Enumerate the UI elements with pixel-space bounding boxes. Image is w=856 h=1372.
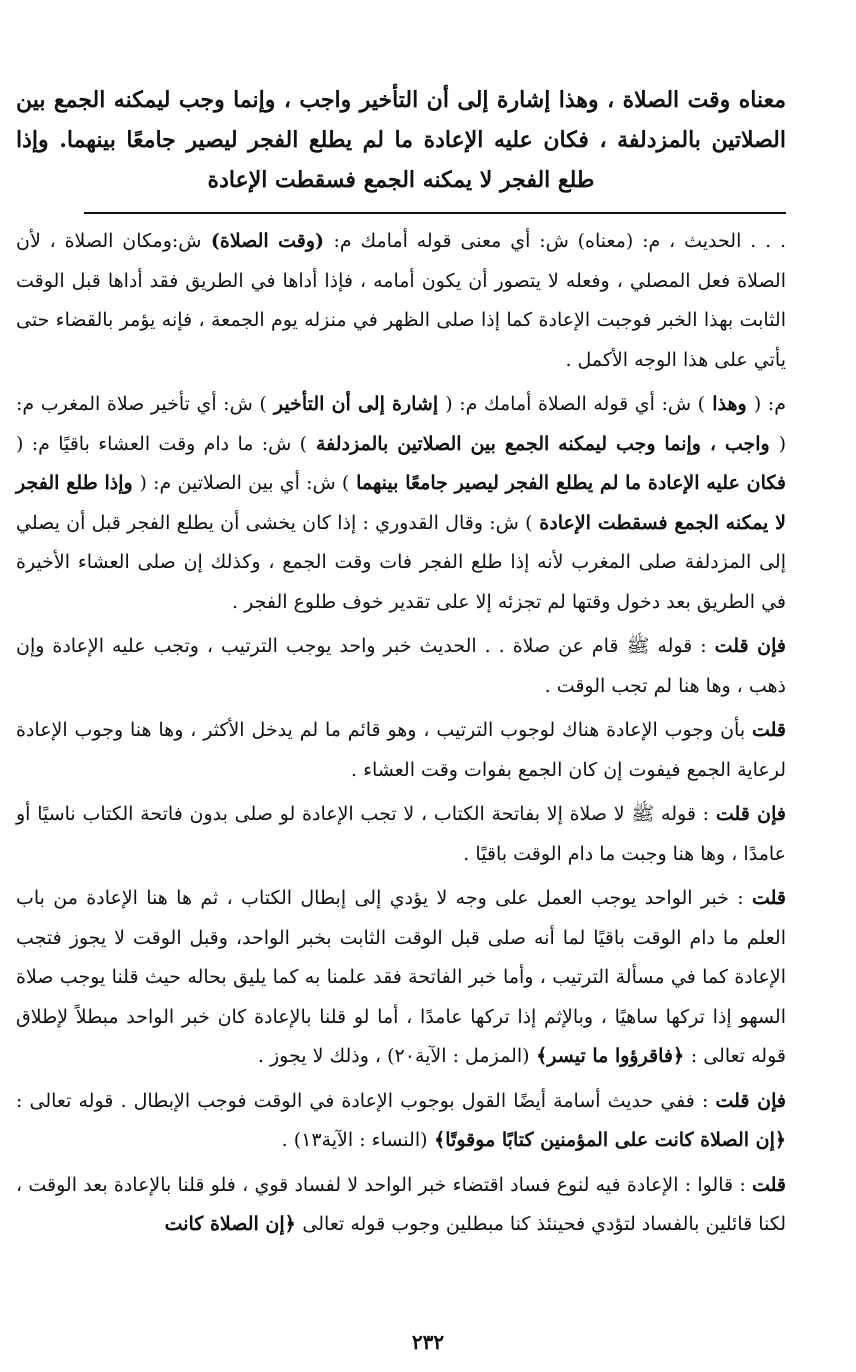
bold-run: ﴿فاقرؤوا ما تيسر﴾ [529, 1045, 691, 1067]
bold-run: (وقت الصلاة) [201, 230, 334, 252]
bold-run: قلت [751, 719, 786, 741]
text-run: ش:ومكان الصلاة ، لأن الصلاة فعل المصلي ، وفعله لا يتصور أن يكون أمامه ، فإذا أداها في الطريق فقد أداها قبل الوقت الثابت بهذا الخبر فوجبت الإعادة كما إذا صلى الظهر في منزله يوم الجمعة ، فإنه يؤمر بالقضاء حتى يأتي على هذا الوجه الأكمل . [16, 230, 786, 371]
separator-line [84, 212, 786, 214]
text-run: : خبر الواحد يوجب العمل على وجه لا يؤدي إلى إبطال الكتاب ، ثم ها هنا الإعادة من باب العلم ما دام الوقت باقيًا لما أنه صلى قبل الوقت الثابت بخبر الواحد، وقبل الوقت لا يجوز فتجب الإعادة كما في مسألة الترتيب ، وأما خبر الفاتحة فقد علمنا به كما يليق بحاله حيث قلنا يوجب صلاة السهو إذا تركها ساهيًا ، وبالإثم إذا تركها عامدًا ، أما لو قلنا بالإعادة كان خبر الواحد مبطلاً لإطلاق قوله تعالى : [16, 887, 786, 1067]
commentary-paragraph [16, 711, 786, 790]
text-run: (النساء : الآية١٣) . [281, 1129, 428, 1151]
commentary-paragraph [16, 795, 786, 874]
commentary-paragraph [16, 222, 786, 380]
text-run: : قوله ﷺ قام عن صلاة . . الحديث خبر واحد يوجب الترتيب ، وتجب عليه الإعادة وإن ذهب ، وها هنا لم تجب الوقت . [16, 635, 786, 697]
text-run: ) ش: أي بين الصلاتين م: ( [139, 472, 350, 494]
text-run: ) ش: أي تأخير صلاة المغرب م: ( [16, 393, 787, 455]
commentary-paragraph [16, 627, 786, 706]
main-text: معناه وقت الصلاة ، وهذا إشارة إلى أن التأخير واجب ، وإنما وجب ليمكنه الجمع بين الصلاتين بالمزدلفة ، فكان عليه الإعادة ما لم يطلع الفجر ليصير جامعًا بينهما. وإذا طلع الفجر لا يمكنه الجمع فسقطت الإعادة [16, 87, 786, 193]
commentary-paragraph [16, 1082, 786, 1161]
text-run: ) ش: أي قوله الصلاة أمامك م: ( [445, 393, 706, 415]
commentary-paragraph [16, 879, 786, 1077]
commentary-paragraph [16, 1166, 786, 1245]
commentary-paragraph [16, 385, 786, 622]
bold-run: ﴿إن الصلاة كانت على المؤمنين كتابًا موقوتًا﴾ [427, 1129, 786, 1151]
text-run: . . . الحديث ، م: (معناه) ش: أي معنى قوله أمامك م: [333, 230, 786, 252]
bold-run: وإذا طلع الفجر لا يمكنه الجمع فسقطت الإعادة [16, 472, 786, 534]
bold-run: قلت [751, 887, 786, 909]
bold-run: فإن قلت [715, 1089, 786, 1112]
text-run: : ففي حديث أسامة أيضًا القول بوجوب الإعادة في الوقت فوجب الإبطال . قوله تعالى : [16, 1089, 716, 1112]
text-run: ) ش: ما دام وقت العشاء باقيًا م: ( [16, 432, 308, 455]
page-number: ٢٣٢ [411, 1330, 445, 1354]
text-run: : قالوا : الإعادة فيه لنوع فساد اقتضاء خبر الواحد لا لفساد قوي ، فلو قلنا بالإعادة بعد الوقت ، لكنا قائلين بالفساد لتؤدي فحينئذ كنا مبطلين وجوب قوله تعالى [16, 1173, 786, 1235]
commentary-block [16, 222, 786, 1250]
bold-run: إشارة إلى أن التأخير [266, 393, 446, 415]
bold-run: قلت [751, 1173, 786, 1196]
text-run: م: ( [753, 393, 786, 415]
bold-run: وهذا [705, 393, 754, 415]
text-run: ) ش: وقال القدوري : إذا كان يخشى أن يطلع الفجر قبل أن يصلي إلى المزدلفة صلى المغرب لأنه إذا طلع الفجر فات وقت الجمع ، وكذلك إن صلى العشاء الأخيرة في الطريق بعد دخول وقتها لم تجزئه إلا على تقدير خوف طلوع الفجر . [16, 511, 786, 613]
bold-run: فكان عليه الإعادة ما لم يطلع الفجر ليصير جامعًا بينهما [349, 472, 786, 494]
text-run: (المزمل : الآية٢٠) ، وذلك لا يجوز . [257, 1045, 530, 1067]
bold-run: واجب ، وإنما وجب ليمكنه الجمع بين الصلاتين بالمزدلفة [307, 432, 779, 455]
text-run: : قوله ﷺ لا صلاة إلا بفاتحة الكتاب ، لا تجب الإعادة لو صلى بدون فاتحة الكتاب ناسيًا أو عامدًا ، وها هنا وجبت ما دام الوقت باقيًا . [16, 803, 786, 865]
main-text-block [16, 80, 786, 200]
bold-run: ﴿إن الصلاة كانت [164, 1213, 303, 1235]
bold-run: فإن قلت [714, 635, 787, 657]
text-run: بأن وجوب الإعادة هناك لوجوب الترتيب ، وهو قائم ما لم يدخل الأكثر ، وها هنا وجوب الإعادة لرعاية الجمع فيفوت إن كان الجمع بفوات وقت العشاء . [16, 719, 786, 781]
bold-run: فإن قلت [715, 803, 786, 825]
